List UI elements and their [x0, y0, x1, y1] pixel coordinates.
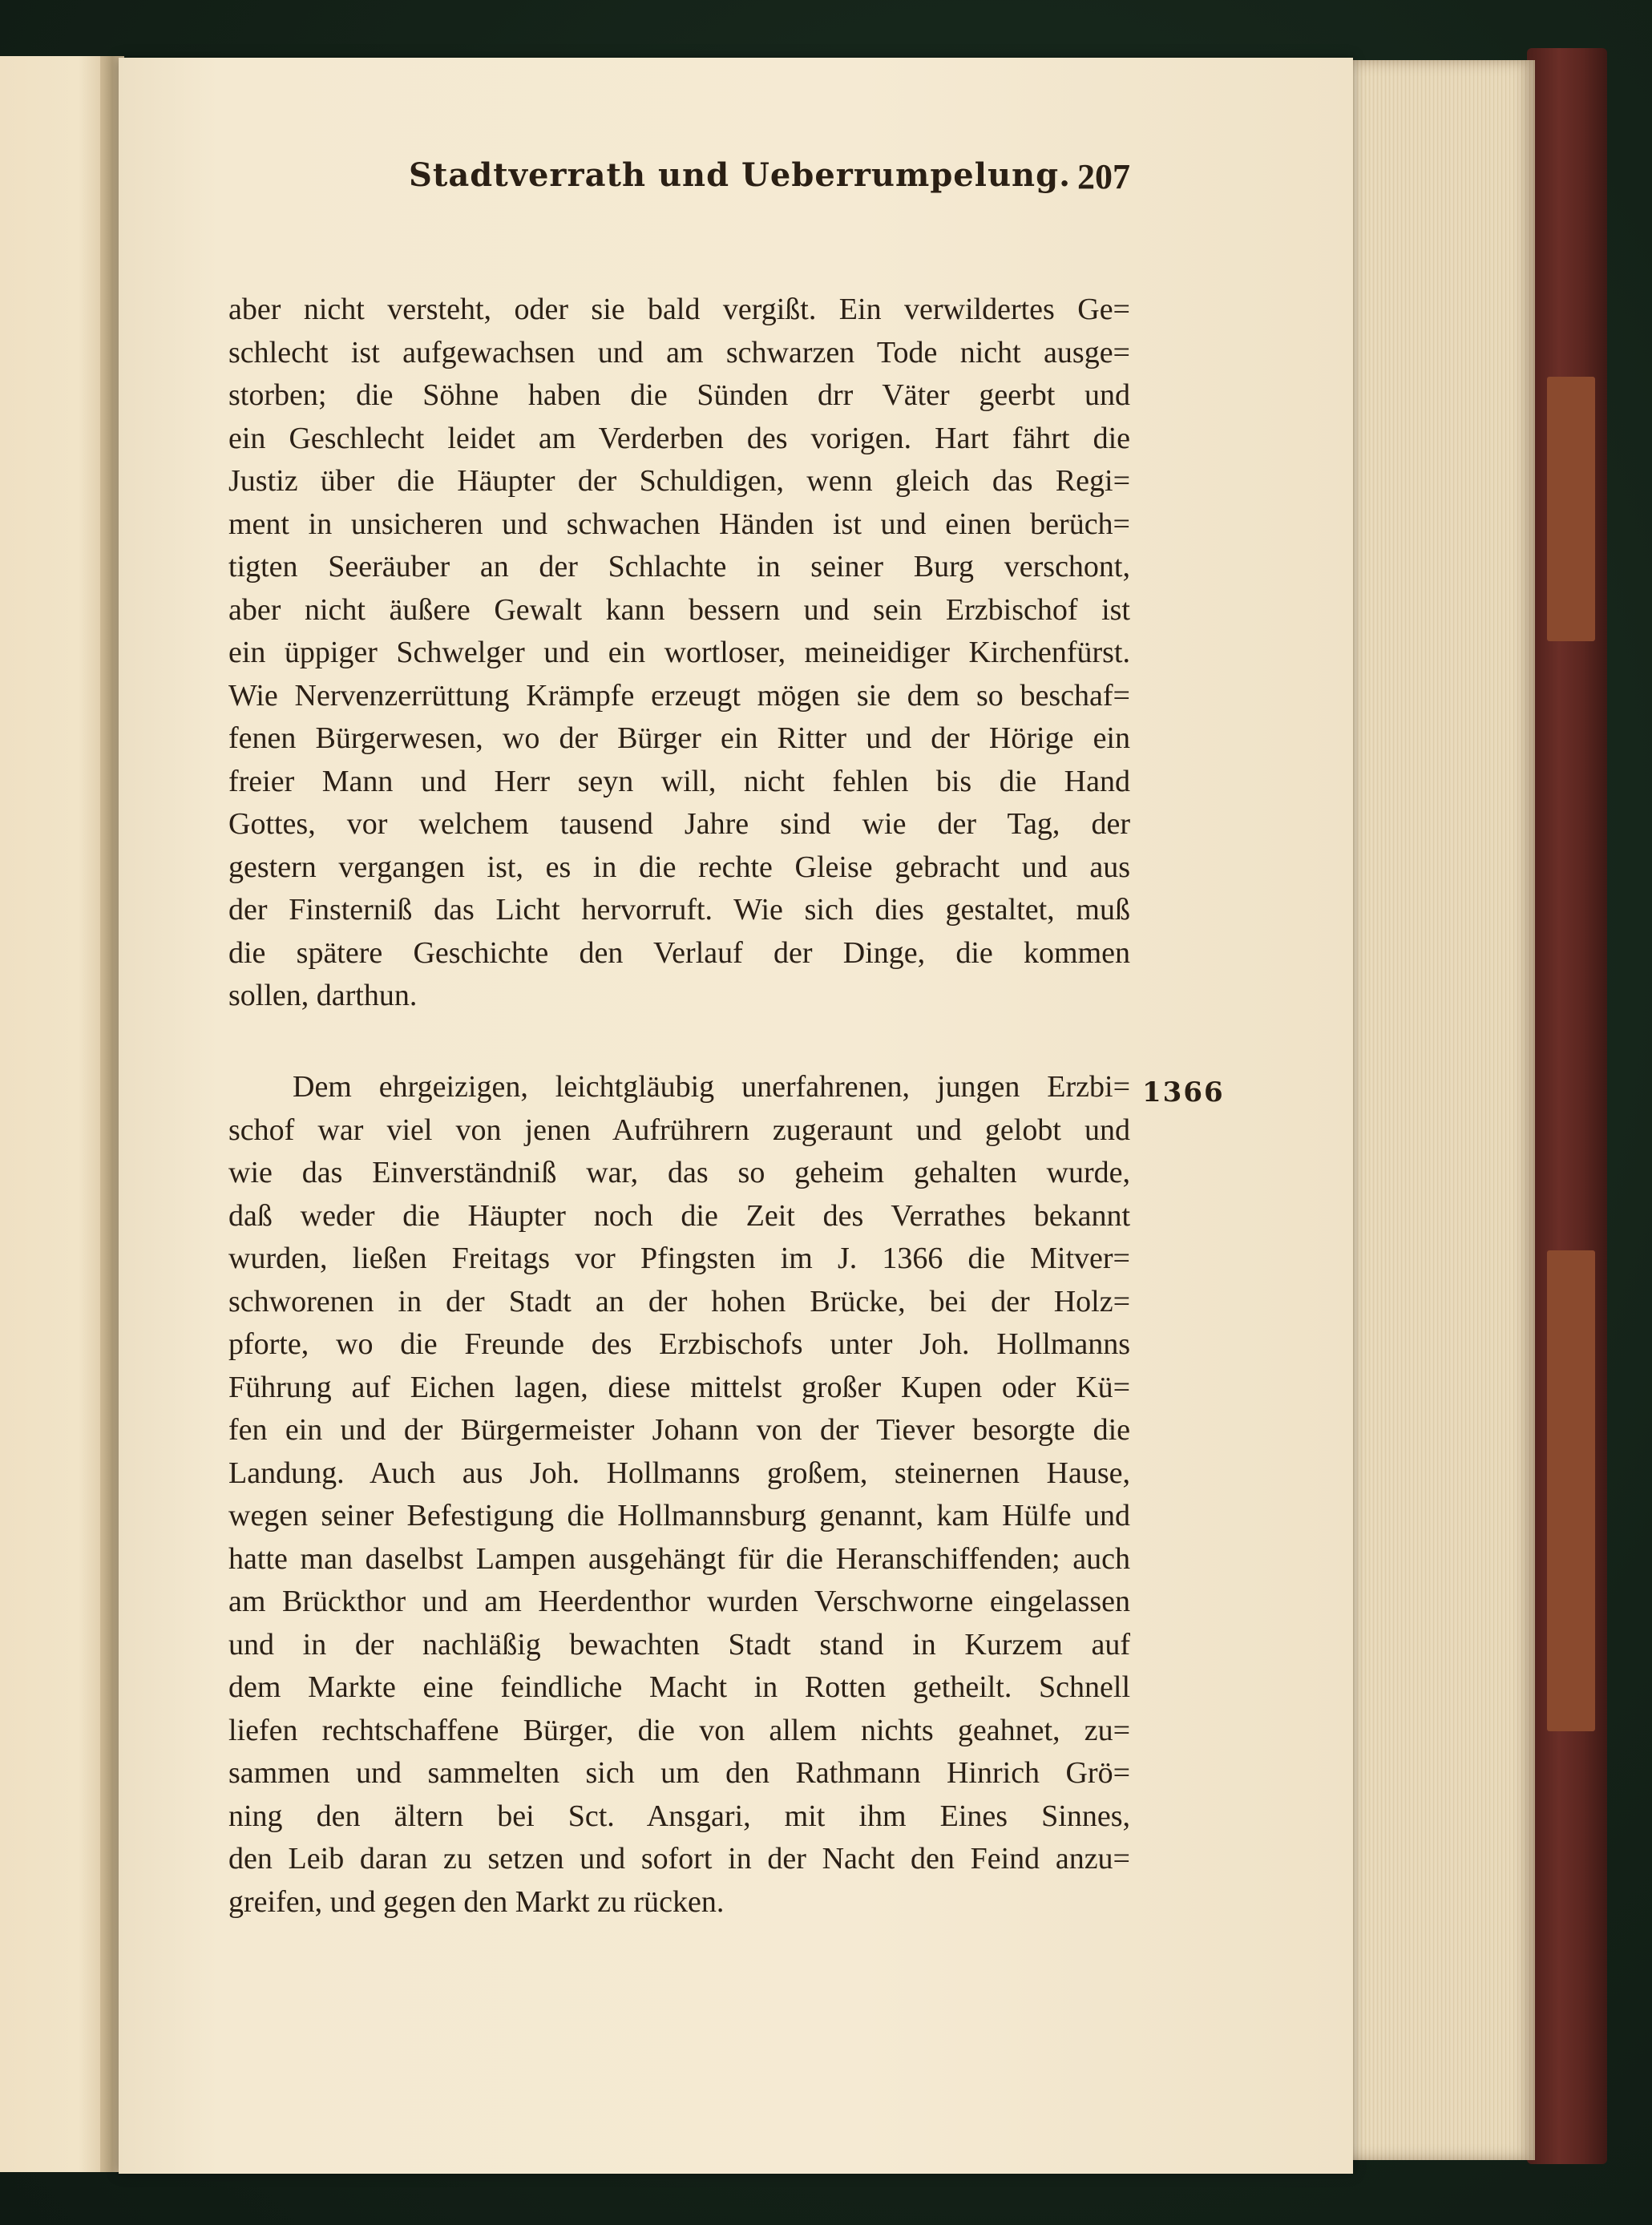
page-header: [289, 156, 1130, 220]
text-line: und in der nachläßig bewachten Stadt stand in Kurzem auf: [228, 1627, 1130, 1662]
text-line: Justiz über die Häupter der Schuldigen, wenn gleich das Regi=: [228, 464, 1130, 498]
text-line: Gottes, vor welchem tausend Jahre sind wie der Tag, der: [228, 807, 1130, 841]
text-line: aber nicht versteht, oder sie bald vergißt. Ein verwildertes Ge=: [228, 293, 1130, 326]
page-number: 207: [1077, 157, 1130, 196]
text-line: tigten Seeräuber an der Schlachte in seiner Burg verschont,: [228, 550, 1130, 584]
text-line: pforte, wo die Freunde des Erzbischofs unter Joh. Hollmanns: [228, 1327, 1130, 1361]
text-line: greifen, und gegen den Markt zu rücken.: [228, 1884, 725, 1919]
text-line: schof war viel von jenen Aufrührern zugeraunt und gelobt und: [228, 1112, 1130, 1147]
text-line: Landung. Auch aus Joh. Hollmanns großem, steinernen Hause,: [228, 1456, 1130, 1490]
left-page-sliver: [0, 56, 112, 2172]
paragraph-1: [228, 289, 1130, 1018]
text-line: hatte man daselbst Lampen ausgehängt für die Heranschiffenden; auch: [228, 1541, 1130, 1576]
text-line: fen ein und der Bürgermeister Johann von der Tiever besorgte die: [228, 1413, 1130, 1447]
text-line: Dem ehrgeizigen, leichtgläubig unerfahrenen, jungen Erzbi=: [293, 1070, 1130, 1104]
margin-year-note: 1366: [1142, 1076, 1225, 1108]
text-line: der Finsterniß das Licht hervorruft. Wie sich dies gestaltet, muß: [228, 893, 1130, 927]
text-line: Wie Nervenzerrüttung Krämpfe erzeugt mögen sie dem so beschaf=: [228, 678, 1130, 713]
text-line: wurden, ließen Freitags vor Pfingsten im J. 1366 die Mitver=: [228, 1242, 1130, 1275]
text-line: den Leib daran zu setzen und sofort in der Nacht den Feind anzu=: [228, 1842, 1130, 1876]
text-line: wie das Einverständniß war, das so geheim gehalten wurde,: [228, 1156, 1130, 1189]
text-line: daß weder die Häupter noch die Zeit des Verrathes bekannt: [228, 1198, 1130, 1233]
text-line: storben; die Söhne haben die Sünden drr Väter geerbt und: [228, 378, 1130, 412]
paragraph-2: [228, 1066, 1130, 1924]
text-line: fenen Bürgerwesen, wo der Bürger ein Ritter und der Hörige ein: [228, 721, 1130, 755]
text-line: wegen seiner Befestigung die Hollmannsburg genannt, kam Hülfe und: [228, 1499, 1130, 1532]
text-line: die spätere Geschichte den Verlauf der Dinge, die kommen: [228, 935, 1130, 970]
text-line: freier Mann und Herr seyn will, nicht fehlen bis die Hand: [228, 764, 1130, 798]
text-line: aber nicht äußere Gewalt kann bessern und sein Erzbischof ist: [228, 592, 1130, 627]
running-title: Stadtverrath und Ueberrumpelung.: [409, 156, 1072, 194]
text-line: ein Geschlecht leidet am Verderben des vorigen. Hart fährt die: [228, 421, 1130, 455]
text-line: sammen und sammelten sich um den Rathmann Hinrich Grö=: [228, 1756, 1130, 1790]
text-line: am Brückthor und am Heerdenthor wurden Verschworne eingelassen: [228, 1585, 1130, 1618]
text-line: ment in unsicheren und schwachen Händen ist und einen berüch=: [228, 507, 1130, 541]
text-line: liefen rechtschaffene Bürger, die von allem nichts geahnet, zu=: [228, 1713, 1130, 1747]
text-line: schworenen in der Stadt an der hohen Brücke, bei der Holz=: [228, 1284, 1130, 1318]
text-line: dem Markte eine feindliche Macht in Rotten getheilt. Schnell: [228, 1670, 1130, 1704]
text-line: gestern vergangen ist, es in die rechte Gleise gebracht und aus: [228, 850, 1130, 884]
page-block-edges: [1339, 60, 1535, 2160]
cover-leather-band: [1547, 377, 1595, 641]
text-line: Führung auf Eichen lagen, diese mittelst großer Kupen oder Kü=: [228, 1370, 1130, 1404]
text-line: ein üppiger Schwelger und ein wortloser, meineidiger Kirchenfürst.: [228, 636, 1130, 669]
book-cover-spine: [1527, 48, 1607, 2164]
text-line: sollen, darthun.: [228, 979, 418, 1012]
text-line: ning den ältern bei Sct. Ansgari, mit ihm Eines Sinnes,: [228, 1799, 1130, 1833]
text-line: schlecht ist aufgewachsen und am schwarzen Tode nicht ausge=: [228, 335, 1130, 369]
cover-leather-band: [1547, 1250, 1595, 1731]
